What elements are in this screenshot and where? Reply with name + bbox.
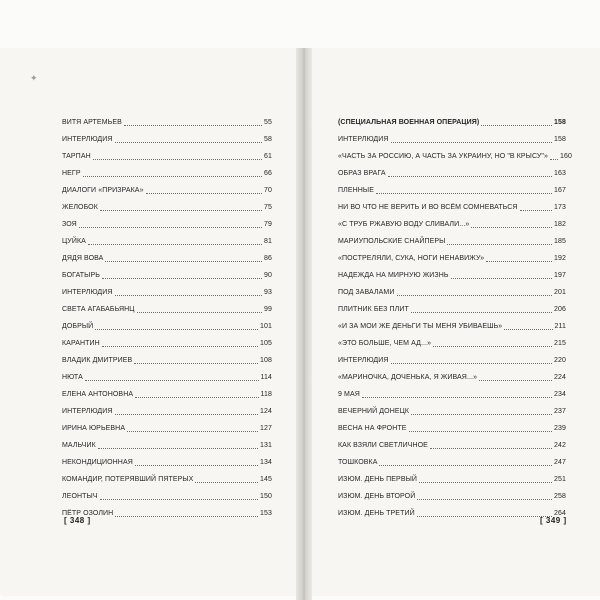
toc-entry (62, 484, 272, 501)
toc-entry-title: ИНТЕРЛЮДИЯ (62, 408, 113, 415)
toc-leader-dots (146, 192, 262, 194)
toc-leader-dots (102, 345, 258, 347)
toc-entry (62, 297, 272, 314)
toc-leader-dots (504, 328, 552, 330)
toc-entry-title: ИНТЕРЛЮДИЯ (338, 357, 389, 364)
toc-leader-dots (447, 243, 552, 245)
toc-leader-dots (411, 413, 552, 415)
toc-entry (62, 331, 272, 348)
toc-entry (338, 450, 566, 467)
toc-entry (62, 263, 272, 280)
toc-entry (338, 501, 566, 518)
toc-entry-page: 192 (554, 255, 566, 262)
toc-entry-title: 9 МАЯ (338, 391, 360, 398)
toc-entry-page: 61 (264, 153, 272, 160)
toc-entry-page: 131 (260, 442, 272, 449)
toc-entry (338, 263, 566, 280)
toc-entry-page: 158 (554, 136, 566, 143)
toc-entry-title: КОМАНДИР, ПОТЕРЯВШИЙ ПЯТЕРЫХ (62, 476, 194, 483)
toc-entry-title: ИНТЕРЛЮДИЯ (62, 136, 113, 143)
page-smudge-mark: ✦ (30, 73, 38, 83)
toc-entry-title: ЕЛЕНА АНТОНОВНА (62, 391, 134, 398)
toc-leader-dots (451, 277, 552, 279)
toc-leader-dots (115, 141, 263, 143)
toc-leader-dots (376, 192, 552, 194)
toc-entry-title: ПЛИТНИК БЕЗ ПЛИТ (338, 306, 409, 313)
book-gutter (296, 48, 312, 600)
toc-entry-page: 124 (260, 408, 272, 415)
toc-entry-page: 167 (554, 187, 566, 194)
toc-entry (338, 178, 566, 195)
toc-entry (62, 348, 272, 365)
toc-entry-title: МАРИУПОЛЬСКИЕ СНАЙПЕРЫ (338, 238, 446, 245)
toc-entry-page: 86 (264, 255, 272, 262)
toc-leader-dots (115, 413, 259, 415)
toc-entry (62, 144, 272, 161)
toc-entry-title: «МАРИНОЧКА, ДОЧЕНЬКА, Я ЖИВАЯ...» (338, 374, 478, 381)
toc-leader-dots (100, 209, 262, 211)
toc-entry-title: ИНТЕРЛЮДИЯ (62, 289, 113, 296)
toc-leader-dots (550, 158, 558, 160)
toc-entry-title: ВИТЯ АРТЕМЬЕВ (62, 119, 122, 126)
toc-entry-title: «ПОСТРЕЛЯЛИ, СУКА, НОГИ НЕНАВИЖУ» (338, 255, 485, 262)
toc-entry-page: 264 (554, 510, 566, 517)
toc-entry-page: 93 (264, 289, 272, 296)
toc-entry-title: ТОШКОВКА (338, 459, 378, 466)
right-page-number: [ 349 ] (540, 516, 567, 525)
toc-entry (62, 433, 272, 450)
toc-entry-title: «ЧАСТЬ ЗА РОССИЮ, А ЧАСТЬ ЗА УКРАИНУ, НО "В КРЫСУ"» (338, 153, 549, 160)
toc-entry (62, 314, 272, 331)
toc-entry-page: 234 (554, 391, 566, 398)
toc-entry-page: 201 (554, 289, 566, 296)
toc-entry-title: ИНТЕРЛЮДИЯ (338, 136, 389, 143)
toc-entry-page: 251 (554, 476, 566, 483)
toc-entry-title: ТАРПАН (62, 153, 91, 160)
toc-leader-dots (379, 464, 552, 466)
toc-leader-dots (520, 209, 552, 211)
toc-leader-dots (471, 226, 552, 228)
toc-entry (338, 416, 566, 433)
toc-entry-page: 220 (554, 357, 566, 364)
toc-entry-page: 224 (554, 374, 566, 381)
toc-leader-dots (362, 396, 552, 398)
toc-entry (62, 212, 272, 229)
toc-entry (338, 399, 566, 416)
toc-entry-page: 101 (260, 323, 272, 330)
toc-entry-title: ОБРАЗ ВРАГА (338, 170, 386, 177)
toc-leader-dots (391, 141, 553, 143)
toc-entry-page: 108 (260, 357, 272, 364)
toc-entry-page: 163 (554, 170, 566, 177)
toc-leader-dots (95, 328, 258, 330)
toc-entry (338, 229, 566, 246)
toc-entry (62, 382, 272, 399)
toc-entry-page: 150 (260, 493, 272, 500)
toc-entry-page: 197 (554, 272, 566, 279)
toc-entry (338, 144, 572, 161)
toc-entry (338, 365, 566, 382)
toc-entry-title: БОГАТЫРЬ (62, 272, 100, 279)
toc-entry-title: ПЛЕННЫЕ (338, 187, 374, 194)
toc-entry-title: НЕКОНДИЦИОННАЯ (62, 459, 133, 466)
toc-leader-dots (195, 481, 258, 483)
toc-entry-title: МАЛЬЧИК (62, 442, 96, 449)
left-page-number: [ 348 ] (64, 516, 91, 525)
toc-entry-title: ИРИНА ЮРЬЕВНА (62, 425, 126, 432)
toc-entry-title: ИЗЮМ. ДЕНЬ ПЕРВЫЙ (338, 476, 418, 483)
toc-leader-dots (419, 481, 552, 483)
toc-leader-dots (79, 226, 262, 228)
left-toc-list (62, 110, 272, 518)
toc-entry (338, 382, 566, 399)
toc-entry (62, 399, 272, 416)
toc-entry (338, 314, 566, 331)
toc-leader-dots (93, 158, 262, 160)
toc-entry-page: 58 (264, 136, 272, 143)
toc-leader-dots (100, 498, 258, 500)
toc-entry (338, 433, 566, 450)
toc-entry (338, 297, 566, 314)
toc-entry-page: 237 (554, 408, 566, 415)
toc-entry-title: ПЁТР ОЗОЛИН (62, 510, 114, 517)
toc-entry-page: 239 (554, 425, 566, 432)
toc-entry (62, 229, 272, 246)
toc-entry-page: 99 (264, 306, 272, 313)
toc-entry-page: 134 (260, 459, 272, 466)
toc-entry (338, 127, 566, 144)
toc-entry (62, 416, 272, 433)
toc-entry-page: 66 (264, 170, 272, 177)
toc-entry (62, 161, 272, 178)
toc-entry (338, 161, 566, 178)
toc-leader-dots (391, 362, 553, 364)
toc-leader-dots (430, 447, 552, 449)
toc-entry-title: «ЭТО БОЛЬШЕ, ЧЕМ АД...» (338, 340, 432, 347)
toc-leader-dots (417, 515, 552, 517)
toc-entry-page: 90 (264, 272, 272, 279)
toc-entry-page: 105 (260, 340, 272, 347)
toc-entry-page: 158 (554, 119, 566, 126)
toc-entry (338, 246, 566, 263)
toc-entry-title: НАДЕЖДА НА МИРНУЮ ЖИЗНЬ (338, 272, 449, 279)
toc-leader-dots (417, 498, 552, 500)
toc-entry-title: ЦУЙКА (62, 238, 86, 245)
toc-entry (338, 195, 566, 212)
toc-leader-dots (127, 430, 258, 432)
toc-leader-dots (409, 430, 553, 432)
toc-entry-page: 182 (554, 221, 566, 228)
toc-entry (62, 467, 272, 484)
toc-entry-title: НЮТА (62, 374, 83, 381)
toc-leader-dots (486, 260, 552, 262)
toc-leader-dots (115, 515, 258, 517)
toc-entry (62, 110, 272, 127)
toc-entry-title: ПОД ЗАВАЛАМИ (338, 289, 395, 296)
toc-entry-title: ВЕЧЕРНИЙ ДОНЕЦК (338, 408, 410, 415)
toc-entry-title: ВЛАДИК ДМИТРИЕВ (62, 357, 133, 364)
toc-entry (62, 280, 272, 297)
toc-entry-page: 211 (554, 323, 566, 330)
toc-entry (338, 331, 566, 348)
toc-leader-dots (102, 277, 262, 279)
toc-leader-dots (135, 396, 258, 398)
toc-entry-title: ИЗЮМ. ДЕНЬ ТРЕТИЙ (338, 510, 415, 517)
toc-leader-dots (137, 311, 262, 313)
toc-entry-page: 79 (264, 221, 272, 228)
toc-entry-page: 118 (260, 391, 272, 398)
toc-entry-page: 258 (554, 493, 566, 500)
toc-leader-dots (115, 294, 263, 296)
toc-leader-dots (105, 260, 262, 262)
toc-entry (338, 484, 566, 501)
toc-entry (62, 178, 272, 195)
toc-leader-dots (98, 447, 258, 449)
toc-entry-title: ДИАЛОГИ «ПРИЗРАКА» (62, 187, 144, 194)
toc-entry-title: ВЕСНА НА ФРОНТЕ (338, 425, 407, 432)
toc-entry (338, 212, 566, 229)
toc-entry-title: КАРАНТИН (62, 340, 100, 347)
toc-entry-title: ИЗЮМ. ДЕНЬ ВТОРОЙ (338, 493, 416, 500)
toc-leader-dots (479, 379, 552, 381)
toc-entry-title: ЖЕЛОБОК (62, 204, 98, 211)
toc-leader-dots (124, 124, 262, 126)
right-toc-list (338, 110, 572, 518)
toc-leader-dots (88, 243, 262, 245)
toc-entry (338, 348, 566, 365)
toc-entry (62, 365, 272, 382)
toc-entry-page: 81 (264, 238, 272, 245)
toc-entry-title: (СПЕЦИАЛЬНАЯ ВОЕННАЯ ОПЕРАЦИЯ) (338, 119, 480, 126)
toc-leader-dots (411, 311, 552, 313)
toc-entry-page: 70 (264, 187, 272, 194)
toc-entry (338, 110, 566, 127)
toc-leader-dots (388, 175, 552, 177)
toc-entry (62, 246, 272, 263)
toc-entry-page: 114 (260, 374, 272, 381)
toc-entry-page: 153 (260, 510, 272, 517)
toc-entry-title: СВЕТА АГАБАБЬЯНЦ (62, 306, 135, 313)
toc-leader-dots (85, 379, 259, 381)
toc-leader-dots (397, 294, 553, 296)
toc-entry-page: 185 (554, 238, 566, 245)
toc-entry-title: ДЯДЯ ВОВА (62, 255, 104, 262)
toc-entry-title: НИ ВО ЧТО НЕ ВЕРИТЬ И ВО ВСЁМ СОМНЕВАТЬСЯ (338, 204, 518, 211)
toc-entry (338, 280, 566, 297)
toc-leader-dots (83, 175, 262, 177)
toc-entry-page: 215 (554, 340, 566, 347)
toc-entry-title: КАК ВЗЯЛИ СВЕТЛИЧНОЕ (338, 442, 428, 449)
toc-entry-page: 242 (554, 442, 566, 449)
toc-leader-dots (134, 362, 258, 364)
toc-entry-page: 75 (264, 204, 272, 211)
toc-leader-dots (433, 345, 552, 347)
toc-entry (62, 195, 272, 212)
toc-entry (62, 450, 272, 467)
toc-entry-title: ЗОЯ (62, 221, 77, 228)
toc-entry-title: «С ТРУБ РЖАВУЮ ВОДУ СЛИВАЛИ...» (338, 221, 470, 228)
toc-entry-title: ЛЕОНТЫЧ (62, 493, 98, 500)
toc-leader-dots (135, 464, 258, 466)
toc-entry (62, 501, 272, 518)
toc-leader-dots (481, 124, 552, 126)
toc-entry-page: 247 (554, 459, 566, 466)
toc-entry-title: ДОБРЫЙ (62, 323, 94, 330)
toc-entry-page: 55 (264, 119, 272, 126)
toc-entry-page: 160 (560, 153, 572, 160)
toc-entry-page: 145 (260, 476, 272, 483)
toc-entry-page: 173 (554, 204, 566, 211)
toc-entry (62, 127, 272, 144)
toc-entry (338, 467, 566, 484)
toc-entry-title: НЕГР (62, 170, 81, 177)
toc-entry-page: 206 (554, 306, 566, 313)
toc-entry-page: 127 (260, 425, 272, 432)
toc-entry-title: «И ЗА МОИ ЖЕ ДЕНЬГИ ТЫ МЕНЯ УБИВАЕШЬ» (338, 323, 503, 330)
